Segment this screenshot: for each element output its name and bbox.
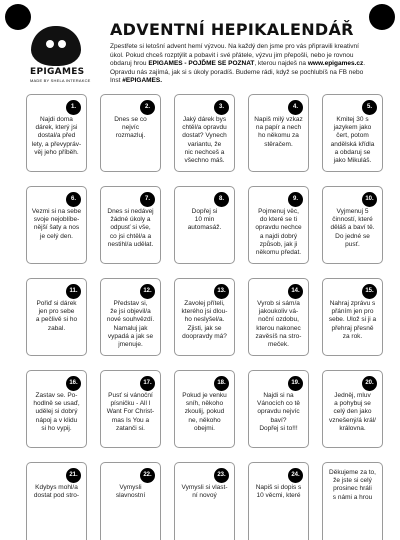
day-number-badge: 1. — [66, 100, 81, 115]
day-number-badge: 15. — [362, 284, 377, 299]
day-number-badge: 5. — [362, 100, 377, 115]
intro-hashtag: #EPIGAMES. — [122, 77, 163, 85]
day-task-text: Nahraj zprávu s přáním jen pro sebe. Ulož si ji a přehraj přesně za rok. — [328, 300, 377, 340]
day-task-text: Zastav se. Po- hodlně se usaď, udělej si dobrý nápoj a v klidu si ho vypij. — [33, 392, 80, 432]
day-task-text: Pokud je venku sníh, někoho zkoulij, pokud ne, někoho obejmi. — [182, 392, 227, 432]
calendar-day-card — [322, 186, 383, 264]
calendar-day-card — [174, 186, 235, 264]
day-task-text: Dopřej si 10 min automasáž. — [187, 208, 222, 232]
day-task-text: Zavolej příteli, kterého jsi dlou- ho neslyšel/a. Zjisti, jak se doopravdy má? — [181, 300, 228, 340]
day-task-text: Jedněj, mluv a pohybuj se celý den jako vznešený/á král/ královna. — [329, 392, 376, 432]
day-task-text: Vyrob si sám/a jakoukoliv vá- noční ozdobu, kterou nakonec zavěsíš na stro- meček. — [255, 300, 302, 349]
day-number-badge: 12. — [140, 284, 155, 299]
calendar-day-card — [322, 278, 383, 356]
day-task-text: Dnes si nedávej žádné úkoly a odpusť si vše, co jsi chtěl/a a nestihl/a udělat. — [107, 208, 154, 248]
day-number-badge: 23. — [214, 468, 229, 483]
calendar-day-card — [26, 94, 87, 172]
day-task-text: Jaký dárek bys chtěl/a opravdu dostat? Vynech variantu, že nic nechceš a všechno máš. — [182, 116, 227, 165]
calendar-day-card — [248, 462, 309, 540]
calendar-day-card — [322, 94, 383, 172]
day-task-text: Najdi si na Vánocích co tě opravdu nejvíc baví? Dopřej si to!!! — [257, 392, 300, 432]
calendar-day-card — [174, 370, 235, 448]
day-number-badge: 16. — [66, 376, 81, 391]
calendar-day-card — [26, 278, 87, 356]
day-number-badge: 17. — [140, 376, 155, 391]
day-number-badge: 19. — [288, 376, 303, 391]
calendar-day-card — [100, 186, 161, 264]
day-task-text: Pojmenuj věc, do které se ti opravdu nechce a najdi dobrý způsob, jak ji někomu předat. — [255, 208, 302, 257]
calendar-day-card — [100, 370, 161, 448]
day-task-text: Najdi doma dárek, který jsi dostal/a před lety, a převypráv- věj jeho příběh. — [31, 116, 82, 156]
day-number-badge: 11. — [66, 284, 81, 299]
calendar-day-card — [248, 278, 309, 356]
calendar-day-card — [100, 462, 161, 540]
day-number-badge: 20. — [362, 376, 377, 391]
day-task-text: Děkujeme za to, že jste si celý prosinec hráli s námi a hrou — [329, 469, 376, 501]
calendar-day-card — [26, 370, 87, 448]
day-task-text: Kdybys mohl/a dostat pod stro- — [33, 484, 80, 500]
calendar-day-card — [100, 278, 161, 356]
day-number-badge: 14. — [288, 284, 303, 299]
intro-game-name: EPIGAMES - POJĎME SE POZNAT — [148, 60, 255, 68]
day-number-badge: 22. — [140, 468, 155, 483]
day-number-badge: 24. — [288, 468, 303, 483]
calendar-day-card — [248, 94, 309, 172]
calendar-day-card — [174, 278, 235, 356]
intro-url: www.epigames.cz — [307, 60, 364, 68]
day-task-text: Vezmi si na sebe svoje nejoblíbe- nější šaty a nos je celý den. — [31, 208, 82, 240]
calendar-day-card — [174, 94, 235, 172]
day-task-text: Vymysli si vlast- ní novoý — [181, 484, 228, 500]
day-number-badge: 6. — [66, 192, 81, 207]
day-task-text: Dnes se co nejvíc rozmazluj. — [114, 116, 147, 140]
calendar-day-card — [322, 370, 383, 448]
day-task-text: Vyjmenuj 5 činností, které děláš a baví tě. Do jedné se pusť. — [330, 208, 375, 248]
calendar-day-card — [248, 186, 309, 264]
punch-hole-left — [5, 4, 31, 30]
logo-tagline: MADE BY SHELA INTERAKCE — [30, 78, 91, 83]
punch-hole-right — [369, 4, 395, 30]
calendar-day-card — [248, 370, 309, 448]
calendar-day-card — [322, 462, 383, 540]
day-number-badge: 7. — [140, 192, 155, 207]
day-number-badge: 2. — [140, 100, 155, 115]
intro-paragraph: Zpestřete si letošní advent hemí výzvou. Na každý den jsme pro vás připravili kreativní úkol. Pokud chceš rozptýlit a pobavit i své přátele, výzvu jim přepošli, nebo je rovnou obdaruj hrou EPIGAMES - POJĎME SE POZNAT, kterou najdeš na www.epigames.cz. Opravdu nás zajímá, jak si s úkoly poradíš. Budeme rádi, když se pochlubíš na FB nebo Inst #EPIGAMES. — [110, 43, 366, 85]
day-task-text: Napiš si dopis s 10 věcmi, které — [255, 484, 302, 500]
epigames-logo — [30, 26, 91, 83]
calendar-day-card — [26, 462, 87, 540]
day-number-badge: 4. — [288, 100, 303, 115]
day-number-badge: 18. — [214, 376, 229, 391]
logo-mascot-icon — [31, 26, 81, 66]
day-number-badge: 9. — [288, 192, 303, 207]
logo-brand: EPIGAMES — [30, 67, 85, 77]
day-task-text: Vymysli slavnostní — [115, 484, 146, 500]
day-task-text: Kmitej 30 s jazykem jako čert, potom andělská křídla a obdaruj se jako Mikuláš. — [330, 116, 375, 165]
day-number-badge: 3. — [214, 100, 229, 115]
calendar-day-card — [100, 94, 161, 172]
calendar-day-card — [26, 186, 87, 264]
day-number-badge: 13. — [214, 284, 229, 299]
calendar-grid — [26, 94, 384, 540]
day-task-text: Pořiď si dárek jen pro sebe a pečlivě si ho zabal. — [35, 300, 78, 332]
day-task-text: Napiš milý vzkaz na papír a nech ho někomu za stěračem. — [254, 116, 303, 148]
day-number-badge: 21. — [66, 468, 81, 483]
page-title: ADVENTNÍ HEPIKALENDÁŘ — [110, 20, 354, 39]
day-number-badge: 8. — [214, 192, 229, 207]
calendar-day-card — [174, 462, 235, 540]
day-number-badge: 10. — [362, 192, 377, 207]
day-task-text: Pusť si vánoční písničku - All I Want For Christ- mas Is You a zatanči si. — [106, 392, 155, 432]
day-task-text: Představ si, že jsi objevil/a nové souhvězdí. Namaluj jak vypadá a jak se jmenuje. — [106, 300, 155, 349]
